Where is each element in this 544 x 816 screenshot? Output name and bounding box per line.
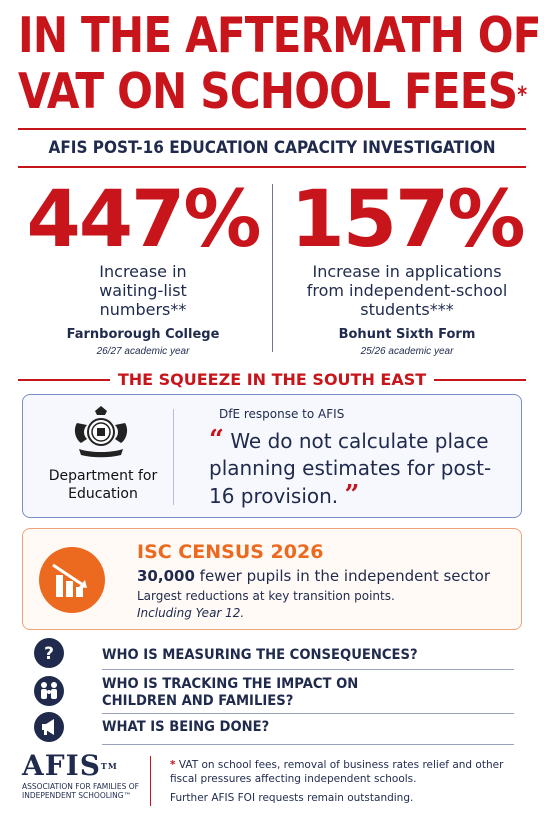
stat-figure: 447% — [26, 175, 260, 265]
dfe-quote-text: We do not calculate place planning estimates for post-16 provision. — [209, 429, 492, 508]
subtitle: AFIS POST-16 EDUCATION CAPACITY INVESTIGATION — [48, 138, 496, 158]
stat-institution: Farnborough College — [66, 327, 220, 342]
rule-under-subtitle — [18, 166, 526, 168]
census-number: 30,000 — [137, 567, 195, 585]
section-line-right — [434, 379, 526, 381]
dfe-quote — [209, 427, 513, 510]
stat-figure: 157% — [290, 175, 524, 265]
footnote-text: VAT on school fees, removal of business rates relief and other fiscal pressures affecting independent schools. — [170, 759, 504, 785]
question-text: WHAT IS BEING DONE? — [102, 719, 270, 735]
open-quote-icon: “ — [209, 425, 224, 455]
afis-logo — [22, 749, 142, 800]
afis-full-name: ASSOCIATION FOR FAMILIES OF INDEPENDENT SCHOOLING™ — [22, 782, 139, 800]
royal-crest-icon — [71, 405, 131, 459]
census-title: ISC CENSUS 2026 — [137, 541, 324, 563]
census-headline — [137, 567, 490, 585]
census-detail: Largest reductions at key transition points. — [137, 589, 395, 603]
census-headline-rest: fewer pupils in the independent sector — [199, 567, 491, 585]
question-text: WHO IS TRACKING THE IMPACT ON CHILDREN AND FAMILIES? — [102, 676, 359, 709]
question-row — [34, 674, 514, 714]
isc-census-card — [22, 528, 522, 630]
question-text: WHO IS MEASURING THE CONSEQUENCES? — [102, 647, 418, 663]
stat-period: 26/27 academic year — [96, 346, 190, 357]
family-icon — [34, 676, 64, 706]
stat-period: 25/26 academic year — [360, 346, 454, 357]
rule-top — [18, 128, 526, 130]
question-divider — [102, 669, 514, 670]
stat-description: Increase in waiting-list numbers** — [99, 262, 187, 319]
svg-text:?: ? — [44, 644, 54, 664]
declining-chart-icon — [39, 547, 105, 613]
dfe-separator — [173, 409, 174, 505]
section-heading: THE SQUEEZE IN THE SOUTH EAST — [117, 370, 427, 389]
headline-asterisk: * — [517, 83, 527, 108]
stats-divider — [272, 184, 273, 352]
footnote-star: * — [170, 759, 176, 771]
outstanding-note: Further AFIS FOI requests remain outstanding. — [170, 792, 414, 804]
headline-line-1: IN THE AFTERMATH OF — [18, 7, 541, 64]
afis-logo-text: AFIS — [22, 749, 101, 782]
stat-description: Increase in applications from independent-school students*** — [306, 262, 508, 319]
footnote — [170, 758, 520, 786]
close-quote-icon: ” — [344, 480, 360, 510]
stat-bohunt — [282, 175, 532, 357]
megaphone-icon — [34, 712, 64, 742]
department-name: Department for Education — [48, 468, 158, 502]
headline — [18, 7, 541, 120]
census-note: Including Year 12. — [137, 606, 245, 620]
question-divider — [102, 744, 514, 745]
headline-line-2 — [18, 63, 527, 120]
question-icon — [34, 638, 64, 668]
question-row — [34, 638, 514, 670]
footer-separator — [150, 756, 151, 806]
stat-farnborough — [18, 175, 268, 357]
dfe-response-label: DfE response to AFIS — [219, 407, 345, 421]
headline-line-2-text: VAT ON SCHOOL FEES — [18, 63, 518, 120]
afis-logo-mark — [22, 749, 142, 782]
section-heading-wrap — [18, 368, 526, 392]
afis-logo-tm: TM — [100, 761, 118, 771]
stat-institution: Bohunt Sixth Form — [338, 327, 476, 342]
dfe-response-card — [22, 394, 522, 518]
question-row — [34, 710, 514, 740]
